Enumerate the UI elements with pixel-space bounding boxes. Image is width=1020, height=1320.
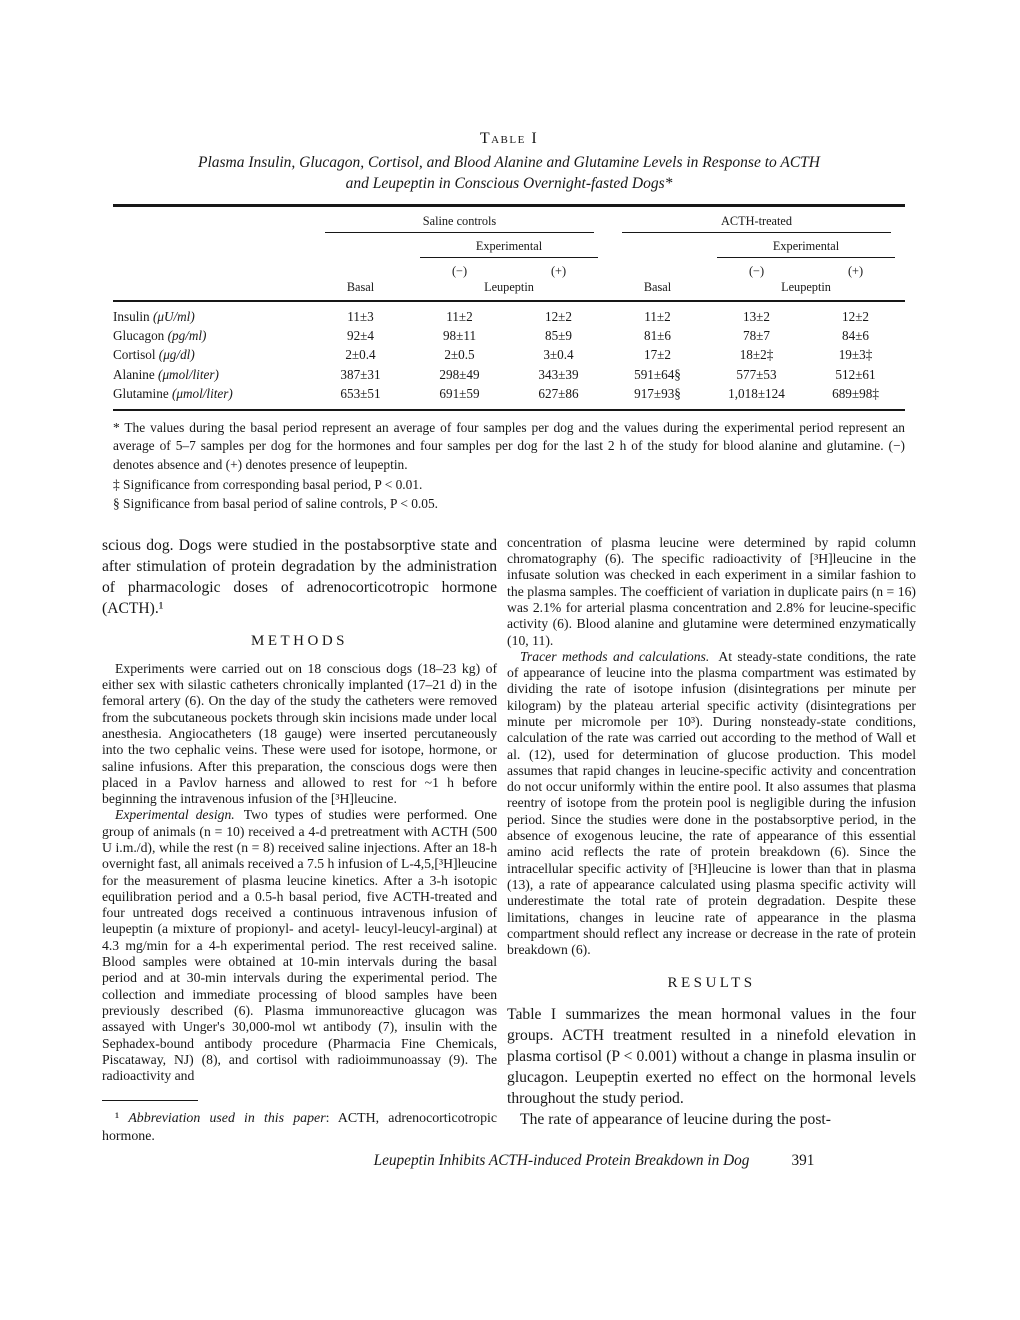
running-title: Leupeptin Inhibits ACTH-induced Protein Breakdown in Dog [373,1152,750,1169]
table-row-insulin [113,301,905,327]
analyte-unit: (μmol/liter) [158,366,219,382]
row-label [113,327,311,346]
basal-column-header: Basal [608,279,707,301]
minus-sign-label: (−) [451,264,468,278]
paragraph-results-2: The rate of appearance of leucine during the post- [520,1111,831,1129]
empty-cell [113,258,311,279]
sign-header-row [113,258,905,279]
table-cell: 81±6 [643,328,672,344]
footnote-section: § Significance from basal period of saline controls, P < 0.05. [113,496,439,512]
table-cell: 512±61 [835,366,876,382]
table-footnotes [113,419,905,514]
paragraph-tracer-methods [507,649,916,959]
footnote-italic-phrase: Abbreviation used in this paper [128,1111,326,1127]
table-cell: 12±2 [842,309,870,324]
table-cell: 85±9 [544,328,573,344]
table-cell: 1,018±124 [728,385,785,401]
table-cell: 577±53 [736,366,777,382]
empty-cell [113,233,311,258]
hormone-values-table [113,204,905,411]
paragraph-intro-continuation: scious dog. Dogs were studied in the postabsorptive state and after stimulation of protein degradation by the administration of pharmacologic doses of adrenocorticotropic hormone (ACTH).¹ [102,536,498,617]
table-caption-title-line2: and Leupeptin in Conscious Overnight-fasted Dogs* [345,175,673,192]
footnote-dagger: ‡ Significance from corresponding basal period, P < 0.01. [113,476,423,492]
analyte-name: Alanine [113,366,155,382]
analyte-name: Cortisol [113,347,156,363]
analyte-unit: (pg/ml) [167,328,207,344]
leupeptin-column-header: Leupeptin [410,279,608,301]
experimental-label: Experimental [717,233,895,258]
empty-cell [113,279,311,301]
methods-heading: METHODS [251,632,349,649]
analyte-unit: (μg/dl) [158,347,195,363]
experimental-label: Experimental [420,233,598,258]
table-cell: 19±3‡ [838,347,873,363]
empty-cell [608,233,707,258]
table-block [113,204,905,514]
experimental-header-saline [410,233,608,258]
column-group-acth [608,206,905,234]
table-cell: 591±64§ [634,366,681,382]
paragraph-experimental-design [102,807,497,1084]
results-heading: RESULTS [667,975,756,992]
column-group-saline-label: Saline controls [325,207,594,233]
empty-cell [311,233,410,258]
plus-sign-label: (+) [550,264,567,278]
table-cell: 98±11 [442,328,477,344]
experimental-header-row [113,233,905,258]
paragraph-lead-italic: Experimental design. [115,807,235,823]
paragraph-text: Two types of studies were performed. One group of animals (n = 10) received a 4-d pretreatment with ACTH (500 U i.m./d), while the rest (n = 8) received saline injections. After an 18-h overnight fast, all animals received a 7.5 h infusion of L-4,5,[³H]leucine for the measurement of plasma leucine kinetics. After a 3-h isotopic equilibration period and a 0.5-h basal period, five ACTH-treated and four untreated dogs received a continuous intravenous infusion of leupeptin (a mixture of propionyl- and acetyl- leucyl-leucyl-arginal) at 4.3 mg/min for a 4-h experimental period. The rest received saline. Blood samples were obtained at 10-min intervals during the basal period and at 30-min intervals during the experimental period. The collection and immediate processing of blood samples have been previously described (6). Plasma immunoreactive glucagon was assayed with Unger's 30,000-mol wt antibody (7), insulin with the Sephadex-bound antibody procedure (Pharmacia Fine Chemicals, Piscataway, NJ) (8), and cortisol with radioimmunoassay (9). The radioactivity and [102,807,498,1084]
row-label [113,346,311,365]
footnote-star: * The values during the basal period represent an average of four samples per dog and the values during the experimental period represent an average of 5–7 samples per dog for the hormones and four samples per dog for the last 2 h of the study for blood alanine and glutamine. (−) denotes absence and (+) denotes presence of leupeptin. [113,419,905,472]
empty-cell [113,206,311,234]
table-cell: 11±2 [446,309,473,324]
leupeptin-column-header: Leupeptin [707,279,905,301]
analyte-name: Insulin [113,309,150,324]
paragraph-results-1: Table I summarizes the mean hormonal values in the four groups. ACTH treatment resulted in a ninefold elevation in plasma cortisol (P < 0.001) without a change in plasma insulin or glucagon. Leupeptin exerted no effect on the hormonal levels throughout the study period. [507,1006,916,1108]
left-column [102,535,497,1146]
subcolumn-header-row [113,279,905,301]
table-caption-title [102,152,916,194]
column-group-acth-label: ACTH-treated [622,207,891,233]
table-cell: 2±0.4 [345,347,376,363]
paragraph-lead-italic: Tracer methods and calculations. [520,648,710,664]
table-row-glutamine [113,384,905,410]
table-cell: 387±31 [340,366,381,382]
right-column [507,535,916,1146]
table-cell: 3±0.4 [543,347,574,363]
table-row-glucagon [113,327,905,346]
table-cell: 691±59 [439,385,480,401]
analyte-unit: (μU/ml) [152,309,195,324]
page-number: 391 [791,1152,815,1169]
row-label [113,384,311,410]
table-cell: 12±2 [544,309,573,324]
table-row-cortisol [113,346,905,365]
abbreviation-footnote [102,1110,497,1145]
table-cell: 92±4 [346,328,375,344]
table-cell: 917±93§ [634,385,681,401]
footnote-rule [102,1100,198,1101]
table-cell: 653±51 [340,385,381,401]
table-cell: 78±7 [742,328,771,344]
table-caption-label: Table I [479,130,539,147]
table-cell: 18±2‡ [739,347,774,363]
table-cell: 11±3 [347,309,374,324]
empty-cell [311,258,410,279]
body-columns [102,535,916,1146]
row-label [113,301,311,327]
table-caption-title-line1: Plasma Insulin, Glucagon, Cortisol, and Blood Alanine and Glutamine Levels in Response to ACTH [198,154,820,171]
minus-sign-label: (−) [748,264,765,278]
analyte-name: Glucagon [113,328,165,344]
table-cell: 13±2 [742,309,771,324]
page-footer [102,1152,916,1170]
table-cell: 689±98‡ [832,385,879,401]
column-group-saline [311,206,608,234]
column-footnote [102,1100,497,1145]
table-cell: 2±0.5 [444,347,475,363]
table-cell: 11±2 [644,309,671,324]
plus-sign-label: (+) [847,264,864,278]
paragraph-methods-1: Experiments were carried out on 18 conscious dogs (18–23 kg) of either sex with silastic catheters chronically implanted (17–21 d) in the femoral artery (6). On the day of the study the catheters were removed from the subcutaneous pockets through skin incisions made under local anesthesia. Angiocatheters (18 gauge) were inserted percutaneously into the two cephalic veins. These were used for isotope, hormone, or saline infusions. After this preparation, the conscious dogs were then placed in a Pavlov harness and allowed to rest for ~1 h before beginning the intravenous infusion of the [³H]leucine. [102,660,498,807]
paragraph-methods-2: concentration of plasma leucine were determined by rapid column chromatography (6). The specific radioactivity of [³H]leucine in the infusate solution was checked in each experiment in a similar fashion to the plasma samples. The coefficient of variation in duplicate pairs (n = 16) was 2.1% for arterial plasma concentration and 2.8% for leucine-specific activity (6). Blood alanine and glutamine were determined enzymatically (10, 11). [507,534,916,648]
paragraph-text: At steady-state conditions, the rate of appearance of leucine into the plasma compartment was estimated by dividing the rate of isotope infusion (disintegrations per minute per kilogram) by the plateau arterial specific activity (disintegrations per minute per micromole per 10³). During nonsteady-state conditions, calculation of the rate was carried out according to the method of Wall et al. (12), used for determination of glucose production. This model assumes that rapid changes in leucine-specific activity and concentration do not occur uniformly within the entire pool. It also assumes that plasma reentry of isotope from the protein pool is negligible during the infusion period. Since the studies were done in the postabsorptive period, in the absence of exogenous leucine, the rate of appearance of this essential amino acid reflects the rate of protein breakdown (6). Since the intracellular specific activity of [³H]leucine is lower than that in plasma (13), a rate of appearance calculated using plasma specific activity will underestimate the total rate of protein degradation. Despite these limitations, changes in leucine rate of appearance in the plasma compartment should reflect any increase or decrease in the rate of protein breakdown (6). [507,648,916,958]
analyte-name: Glutamine [113,385,169,401]
row-label [113,365,311,384]
table-cell: 627±86 [538,385,579,401]
table-caption [102,130,916,194]
footnote-rest: : ACTH, adrenocorticotropic hormone. [102,1111,498,1144]
experimental-header-acth [707,233,905,258]
basal-column-header: Basal [311,279,410,301]
analyte-unit: (μmol/liter) [171,385,233,401]
table-cell: 343±39 [538,366,579,382]
table-cell: 84±6 [842,328,870,344]
table-cell: 17±2 [643,347,672,363]
table-row-alanine [113,365,905,384]
empty-cell [608,258,707,279]
group-header-row [113,206,905,234]
footnote-superscript: ¹ [115,1111,129,1127]
table-cell: 298±49 [439,366,480,382]
